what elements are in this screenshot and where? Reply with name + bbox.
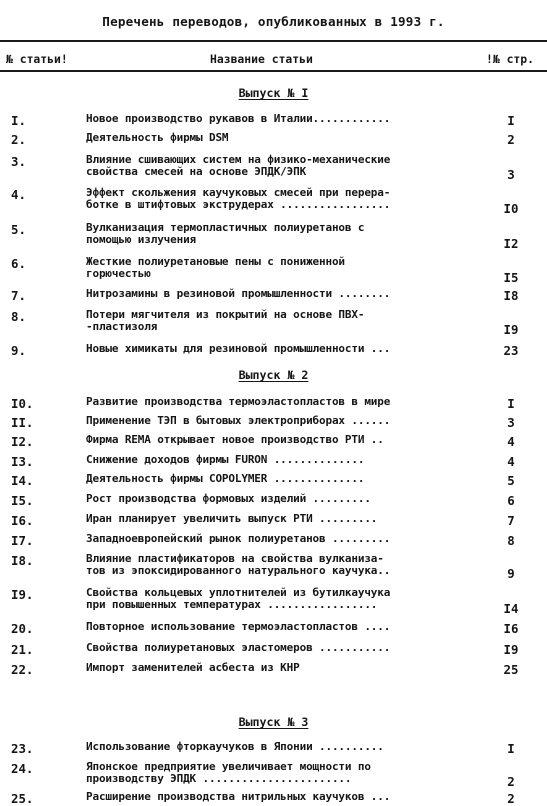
entry-page: 2 bbox=[507, 774, 515, 789]
entry-number: 22. bbox=[11, 662, 34, 677]
column-header-page: !№ стр. bbox=[486, 52, 535, 66]
entry-number: 5. bbox=[11, 222, 26, 237]
entry-number: 4. bbox=[11, 187, 26, 202]
entry-number: I3. bbox=[11, 454, 34, 469]
entry-number: 25. bbox=[11, 791, 34, 806]
entry-number: I7. bbox=[11, 533, 34, 548]
entry-title: Свойства полиуретановых эластомеров ........... bbox=[86, 641, 391, 654]
entry-title: Импорт заменителей асбеста из КНР bbox=[86, 661, 300, 674]
entry-number: I6. bbox=[11, 513, 34, 528]
entry-page: 23 bbox=[503, 343, 519, 358]
entry-number: 8. bbox=[11, 309, 26, 324]
entry-page: I4 bbox=[503, 601, 519, 616]
column-header-name: Название статьи bbox=[210, 52, 313, 66]
entry-number: I5. bbox=[11, 493, 34, 508]
entry-page: I9 bbox=[503, 322, 519, 337]
entry-title: Нитрозамины в резиновой промышленности ........ bbox=[86, 287, 391, 300]
entry-page: 5 bbox=[507, 473, 515, 488]
entry-page: I5 bbox=[503, 270, 519, 285]
document-title: Перечень переводов, опубликованных в 1993 г. bbox=[102, 14, 445, 29]
entry-page: 8 bbox=[507, 533, 515, 548]
entry-page: 9 bbox=[507, 566, 515, 581]
entry-page: 4 bbox=[507, 454, 515, 469]
entry-title: Жесткие полиуретановые пены с пониженной горючестью bbox=[86, 255, 345, 280]
column-header-number: № статьи! bbox=[6, 52, 68, 66]
entry-title: Применение ТЭП в бытовых электроприборах ...... bbox=[86, 414, 391, 427]
entry-number: I4. bbox=[11, 473, 34, 488]
entry-title: Рост производства формовых изделий ......... bbox=[86, 492, 371, 505]
entry-page: I0 bbox=[503, 201, 519, 216]
entry-page: 2 bbox=[507, 132, 515, 147]
entry-number: I9. bbox=[11, 587, 34, 602]
entry-title: Свойства кольцевых уплотнителей из бутилкаучука при повышенных температурах ................. bbox=[86, 586, 391, 611]
entry-number: 3. bbox=[11, 154, 26, 169]
entry-title: Японское предприятие увеличивает мощности по производству ЭПДК ....................... bbox=[86, 760, 371, 785]
entry-page: 3 bbox=[507, 415, 515, 430]
entry-title: Новые химикаты для резиновой промышленности ... bbox=[86, 342, 391, 355]
header-top-rule bbox=[0, 40, 547, 42]
entry-page: I8 bbox=[503, 288, 519, 303]
entry-number: 24. bbox=[11, 761, 34, 776]
entry-title: Расширение производства нитрильных каучуков ... bbox=[86, 790, 391, 803]
entry-page: 7 bbox=[507, 513, 515, 528]
entry-page: I9 bbox=[503, 642, 519, 657]
issue-heading-1: Выпуск № I bbox=[238, 86, 309, 100]
entry-number: I. bbox=[11, 113, 26, 128]
header-bottom-rule bbox=[0, 70, 547, 72]
entry-page: I6 bbox=[503, 621, 519, 636]
entry-number: 23. bbox=[11, 741, 34, 756]
entry-page: I bbox=[507, 113, 515, 128]
entry-title: Повторное использование термоэластопластов .... bbox=[86, 620, 391, 633]
entry-title: Эффект скольжения каучуковых смесей при перера- ботке в штифтовых экструдерах ................. bbox=[86, 186, 391, 211]
entry-title: Новое производство рукавов в Италии............ bbox=[86, 112, 391, 125]
issue-heading-3: Выпуск № 3 bbox=[238, 715, 309, 729]
entry-number: 6. bbox=[11, 256, 26, 271]
entry-title: Вулканизация термопластичных полиуретанов с помощью излучения bbox=[86, 221, 365, 246]
entry-title: Использование фторкаучуков в Японии .......... bbox=[86, 740, 384, 753]
entry-title: Деятельность фирмы DSM bbox=[86, 131, 229, 144]
entry-title: Деятельность фирмы COPOLYMER .............. bbox=[86, 472, 365, 485]
entry-title: Влияние сшивающих систем на физико-механические свойства смесей на основе ЭПДК/ЭПК bbox=[86, 153, 391, 178]
entry-page: I2 bbox=[503, 236, 519, 251]
entry-number: 2. bbox=[11, 132, 26, 147]
entry-page: 25 bbox=[503, 662, 519, 677]
entry-page: 4 bbox=[507, 434, 515, 449]
entry-number: II. bbox=[11, 415, 34, 430]
entry-number: 20. bbox=[11, 621, 34, 636]
entry-title: Фирма REMA открывает новое производство РТИ .. bbox=[86, 433, 384, 446]
entry-number: I8. bbox=[11, 553, 34, 568]
entry-title: Влияние пластификаторов на свойства вулканиза- тов из эпоксидированного натурального каучука.. bbox=[86, 552, 391, 577]
entry-title: Иран планирует увеличить выпуск РТИ ......... bbox=[86, 512, 378, 525]
entry-page: 2 bbox=[507, 791, 515, 806]
entry-number: 9. bbox=[11, 343, 26, 358]
entry-page: 6 bbox=[507, 493, 515, 508]
entry-page: I bbox=[507, 741, 515, 756]
entry-number: 21. bbox=[11, 642, 34, 657]
entry-title: Развитие производства термоэластопластов в мире bbox=[86, 395, 391, 408]
entry-number: I0. bbox=[11, 396, 34, 411]
entry-number: 7. bbox=[11, 288, 26, 303]
entry-title: Потери мягчителя из покрытий на основе ПВХ- -пластизоля bbox=[86, 308, 365, 333]
entry-page: 3 bbox=[507, 167, 515, 182]
entry-page: I bbox=[507, 396, 515, 411]
entry-title: Западноевропейский рынок полиуретанов ......... bbox=[86, 532, 391, 545]
entry-title: Снижение доходов фирмы FURON .............. bbox=[86, 453, 365, 466]
entry-number: I2. bbox=[11, 434, 34, 449]
issue-heading-2: Выпуск № 2 bbox=[238, 368, 309, 382]
